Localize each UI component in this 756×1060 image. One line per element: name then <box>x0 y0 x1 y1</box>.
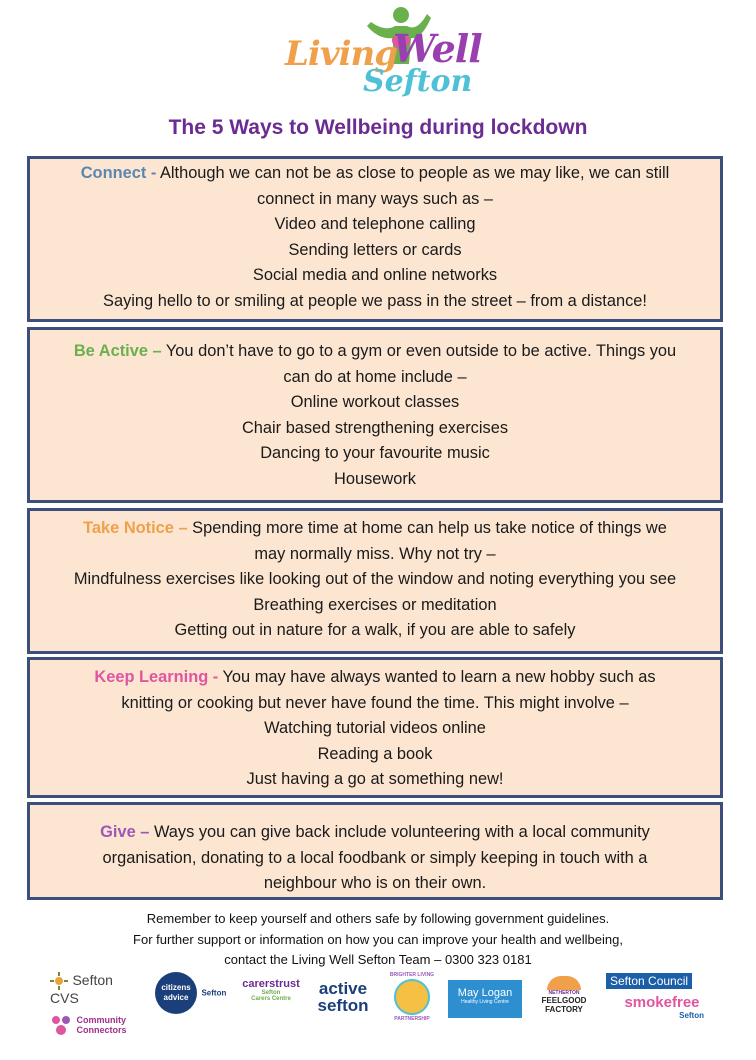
citizens-advice-logo <box>155 972 235 1014</box>
card-line <box>30 665 720 691</box>
card-line: Saying hello to or smiling at people we pass in the street – from a distance! <box>103 291 647 310</box>
card-line <box>30 516 720 542</box>
card-line: knitting or cooking but never have found the time. This might involve – <box>121 693 629 712</box>
card-line: Sending letters or cards <box>288 240 462 259</box>
carers-sefton-text: Sefton <box>261 990 281 996</box>
sefton-council-badge <box>606 973 692 989</box>
card-give <box>27 802 723 900</box>
may-logan-sub-text: Healthy Living Centre <box>461 999 509 1005</box>
card-line: neighbour who is on their own. <box>263 874 487 893</box>
card-line: Housework <box>334 469 416 488</box>
sun-icon <box>50 972 68 990</box>
footer-line: contact the Living Well Sefton Team – 0300 323 0181 <box>224 952 532 967</box>
card-line: Breathing exercises or meditation <box>253 595 497 614</box>
card-text: Ways you can give back include volunteering with a local community <box>153 823 650 841</box>
card-connect <box>27 156 723 322</box>
footer-text <box>0 909 756 971</box>
brighter-living-text: BRIGHTER LIVING <box>389 972 435 978</box>
card-keep-learning <box>27 657 723 798</box>
card-heading: Connect - <box>80 164 157 182</box>
card-line: Online workout classes <box>290 393 460 412</box>
card-line: can do at home include – <box>283 367 467 386</box>
card-line: Getting out in nature for a walk, if you are able to safely <box>174 621 576 640</box>
active-sefton-logo <box>312 980 374 1014</box>
card-line: organisation, donating to a local foodbank or simply keeping in touch with a <box>102 848 648 867</box>
sefton-council-smokefree-logo <box>606 972 718 1020</box>
card-heading: Take Notice – <box>83 519 188 537</box>
card-line: Reading a book <box>317 744 433 763</box>
card-line: Mindfulness exercises like looking out of the window and noting everything you see <box>73 570 677 589</box>
card-line: Dancing to your favourite music <box>260 444 490 463</box>
card-text: Spending more time at home can help us take notice of things we <box>192 519 667 537</box>
logo-text-sefton: Sefton <box>363 64 473 99</box>
active-text: active <box>318 979 368 998</box>
card-heading: Be Active – <box>73 342 162 360</box>
community-connectors-logo <box>50 1014 145 1036</box>
citizens-advice-sefton-text: Sefton <box>201 988 227 998</box>
feelgood-text: FEELGOOD <box>541 996 587 1005</box>
card-heading: Give – <box>100 823 150 841</box>
page-title: The 5 Ways to Wellbeing during lockdown <box>168 116 588 139</box>
card-take-notice <box>27 508 723 654</box>
people-icon <box>50 1014 72 1036</box>
logo-text-living: Living <box>285 34 397 74</box>
card-line <box>30 161 720 187</box>
sefton-council-text: Sefton Council <box>610 974 689 988</box>
footer-line: Remember to keep yourself and others safe by following government guidelines. <box>146 911 610 926</box>
card-line <box>30 820 720 846</box>
card-text: You don’t have to go to a gym or even outside to be active. Things you <box>165 342 677 360</box>
card-text: Although we can not be as close to people as we may like, we can still <box>159 164 670 182</box>
sefton-text: sefton <box>317 996 369 1015</box>
sefton-cvs-logo <box>50 972 145 1036</box>
community-text: Community <box>76 1015 126 1026</box>
brighter-living-logo <box>386 972 438 1022</box>
card-line: connect in many ways such as – <box>257 189 493 208</box>
card-line: Just having a go at something new! <box>246 770 504 789</box>
card-line <box>30 339 720 365</box>
smokefree-text: smokefree <box>624 994 700 1011</box>
circle-emblem-icon <box>394 979 430 1015</box>
living-well-sefton-logo <box>285 6 482 102</box>
partner-logos <box>40 972 726 1036</box>
smokefree-sefton-text: Sefton <box>679 1011 704 1020</box>
card-line: Watching tutorial videos online <box>264 719 486 738</box>
sefton-cvs-text: Sefton CVS <box>50 972 113 1007</box>
card-line: Video and telephone calling <box>274 215 476 234</box>
factory-text: FACTORY <box>545 1005 583 1014</box>
footer-line: For further support or information on how you can improve your health and wellbeing, <box>133 931 623 947</box>
feelgood-factory-logo <box>536 976 592 1014</box>
carers-centre-text: Carers Centre <box>251 996 291 1002</box>
advice-text: advice <box>163 993 189 1002</box>
card-text: You may have always wanted to learn a new hobby such as <box>222 668 656 686</box>
may-logan-logo <box>448 980 522 1018</box>
card-heading: Keep Learning - <box>94 668 219 686</box>
card-be-active <box>27 327 723 503</box>
logo-text-well: Well <box>393 26 482 71</box>
card-line: Chair based strengthening exercises <box>241 418 509 437</box>
card-line: may normally miss. Why not try – <box>254 544 496 563</box>
sun-rise-icon <box>547 976 581 990</box>
netherton-text: NETHERTON <box>548 990 580 996</box>
may-logan-text: May Logan <box>457 987 513 999</box>
connectors-text: Connectors <box>76 1025 127 1036</box>
partnership-text: PARTNERSHIP <box>394 1016 430 1022</box>
citizens-text: citizens <box>161 983 191 992</box>
carers-trust-text: carerstrust <box>242 978 300 990</box>
carers-trust-logo <box>236 978 306 1002</box>
card-line: Social media and online networks <box>252 266 498 285</box>
